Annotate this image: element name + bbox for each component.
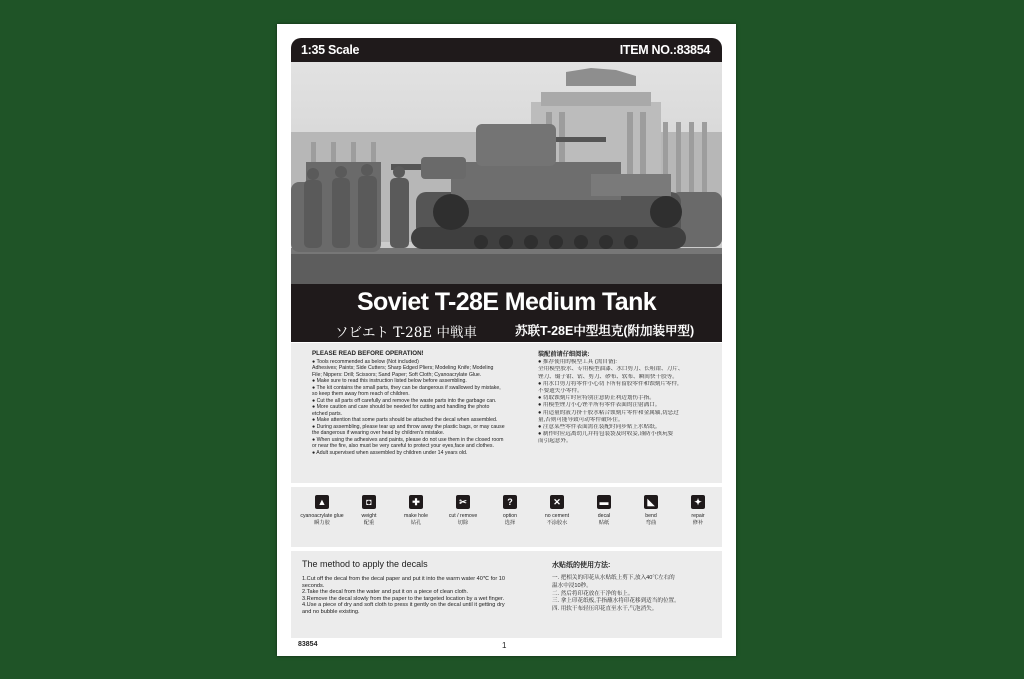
instructions-heading: PLEASE READ BEFORE OPERATION!	[312, 350, 424, 357]
bend-icon: ◣	[644, 495, 658, 509]
symbol-legend-panel	[291, 487, 722, 547]
instruction-line-chinese: ● 切取蚀刻片时应特别注意防止利边划伤手指。	[538, 395, 655, 402]
instruction-line: Adhesives; Paints; Side Cutters; Sharp Edged Pliers; Modeling Knife; Modeling	[312, 365, 494, 371]
decal-method-title-chinese: 水贴纸的使用方法:	[552, 562, 611, 569]
legend-item-decal: ▬ decal 贴纸	[597, 497, 611, 526]
decal-step: 2.Take the decal from the water and put it on a piece of clean cloth.	[302, 589, 469, 596]
legend-item-glue: ▲ cyanoacrylate glue 瞬力胶	[300, 497, 344, 526]
instruction-line: ● When using the adhesives and paints, please do not use them in the closed room	[312, 436, 504, 443]
decal-step-chinese: 四. 用软干布轻压印花直至水干,气泡消失。	[552, 606, 658, 613]
instructions-chinese	[538, 351, 713, 446]
instruction-line: etched parts.	[312, 410, 342, 417]
instruction-line-chinese: 不要遗失小零件。	[538, 388, 583, 395]
decal-step: 1.Cut off the decal from the decal paper and put it into the warm water 40℃ for 10	[302, 576, 506, 582]
safety-instructions-panel	[291, 343, 722, 483]
instruction-line: the dangerous if wearing over head by children's mistake.	[312, 430, 445, 436]
option-icon: ?	[503, 495, 517, 509]
instructions-heading-chinese: 装配前请仔细阅读:	[538, 351, 590, 358]
page-number: 1	[502, 641, 507, 650]
decal-step-chinese: 一. 把相关的印花从水贴纸上剪下,放入40℃左右的	[552, 575, 675, 581]
symbol-legend	[291, 487, 722, 547]
instruction-line: ● The kit contains the small parts, they can be dangerous if swallowed by mistake,	[312, 384, 501, 391]
instruction-line-chinese: ● 用适量的液力挤干胶水粘合蚀刻片零件和金属轴,切忌过	[538, 409, 679, 416]
instruction-line: ● Cut the all parts off carefully and remove the waste parts into the garbage can.	[312, 397, 497, 404]
no-cement-icon: ✕	[550, 495, 564, 509]
legend-item-cut: ✂ cut / remove 切除	[448, 497, 478, 526]
box-art-illustration	[291, 62, 722, 284]
instruction-line: ● During assembling, please tear up and throw away the plastic bags, or may cause	[312, 423, 505, 430]
drill-icon: ✚	[409, 495, 423, 509]
instruction-line: File; Nippers: Drill; Scissors; Sand Paper; Soft Cloth; Cyanoacrylate Glue.	[312, 371, 482, 378]
title-band	[291, 284, 722, 342]
instruction-line-chinese: 锉刀、镊子钳、钻、剪刀、砂布、软布、瞬间快干胶等。	[538, 373, 678, 380]
legend-item-option: ? option 选择	[502, 497, 518, 526]
instruction-line: ● More caution and care should be needed for cutting and handling the photo	[312, 404, 490, 410]
legend-item-weight: ◘ weight 配重	[361, 497, 377, 526]
decal-step-chinese: 三. 拿上印花纸板,手指蘸水将印花移到适当的位置。	[552, 598, 680, 605]
decal-icon: ▬	[597, 495, 611, 509]
instruction-line-chinese: 而引起意外。	[538, 438, 572, 445]
legend-item-bend: ◣ bend 弯曲	[645, 497, 657, 526]
legend-item-no-cement: ✕ no cement 不涂胶水	[544, 497, 570, 526]
decal-step: and no bubble existing.	[302, 608, 360, 615]
instruction-line-chinese: ● 用模型锉刀小心锉平所有零件表面的注射溝口。	[538, 402, 661, 409]
instruction-line: or near the fire, also must be very careful to protect your eyes,face and clothes.	[312, 443, 494, 449]
scale-label: 1:35 Scale	[301, 43, 360, 57]
decal-method-steps	[302, 576, 552, 616]
decal-step-chinese: 二. 然后将印花放在干净的布上。	[552, 590, 634, 597]
instruction-sheet	[277, 24, 736, 656]
knife-icon: ✂	[456, 495, 470, 509]
instructions-english	[312, 351, 522, 456]
footer-item-code: 83854	[298, 641, 318, 648]
instruction-line-chinese: ● 注意某些零件表面需在装配时同步贴上水贴纸。	[538, 424, 661, 431]
instruction-line: so keep them away from reach of children.	[312, 391, 410, 397]
decal-method-panel	[291, 551, 722, 638]
glue-bottle-icon: ▲	[315, 495, 329, 509]
instruction-line-chinese: 量,否则可能导致可动零件破坏住。	[538, 416, 624, 423]
instruction-line-chinese: ● 用水口剪刀将零件小心切下所有留胶零件和蚀刻片零件,	[538, 380, 679, 387]
decal-step: 3.Remove the decal slowly from the paper to the targeted location by a wet finger.	[302, 595, 505, 602]
instruction-line: ● Make sure to read this instruction listed below before assembling.	[312, 378, 467, 384]
legend-item-make-hole: ✚ make hole 钻孔	[404, 497, 428, 526]
decal-step: 4.Use a piece of dry and soft cloth to press it gently on the decal until it getting dry	[302, 602, 505, 609]
header-bar	[291, 38, 722, 62]
instruction-line: ● Tools recommended as below (Not included)	[312, 358, 419, 365]
product-title: Soviet T-28E Medium Tank	[356, 288, 657, 316]
product-title-chinese: 苏联T-28E中型坦克(附加装甲型)	[515, 324, 695, 338]
item-number: ITEM NO.:83854	[619, 43, 710, 57]
decal-method-steps-chinese	[552, 575, 712, 614]
product-title-japanese: ソビエト T-28E 中戦車	[335, 325, 477, 341]
decal-step-chinese: 温水中浸10秒。	[552, 582, 592, 589]
instruction-line-chinese: ● 推荐使用的模型工具 (需自备):	[538, 359, 617, 366]
instruction-line: ● Make attention that some parts should be attached the decal when assembled.	[312, 417, 498, 423]
legend-item-repair: ✦ repair 修补	[691, 497, 705, 526]
instruction-line-chinese: 全用模型胶水、专用模型油漆、水口剪刀、长咀钳、刀片、	[538, 366, 684, 373]
decal-step: seconds.	[302, 582, 325, 589]
instruction-line-chinese: ● 制作时应远离幼儿并将包装袋及时收妥,谨防小孩玩耍	[538, 431, 674, 438]
tank-parade-illustration	[291, 62, 722, 284]
repair-icon: ✦	[691, 495, 705, 509]
weight-icon: ◘	[362, 495, 376, 509]
instruction-line: ● Adult supervised when assembled by children under 14 years old.	[312, 449, 468, 456]
decal-method-title: The method to apply the decals	[302, 559, 428, 569]
